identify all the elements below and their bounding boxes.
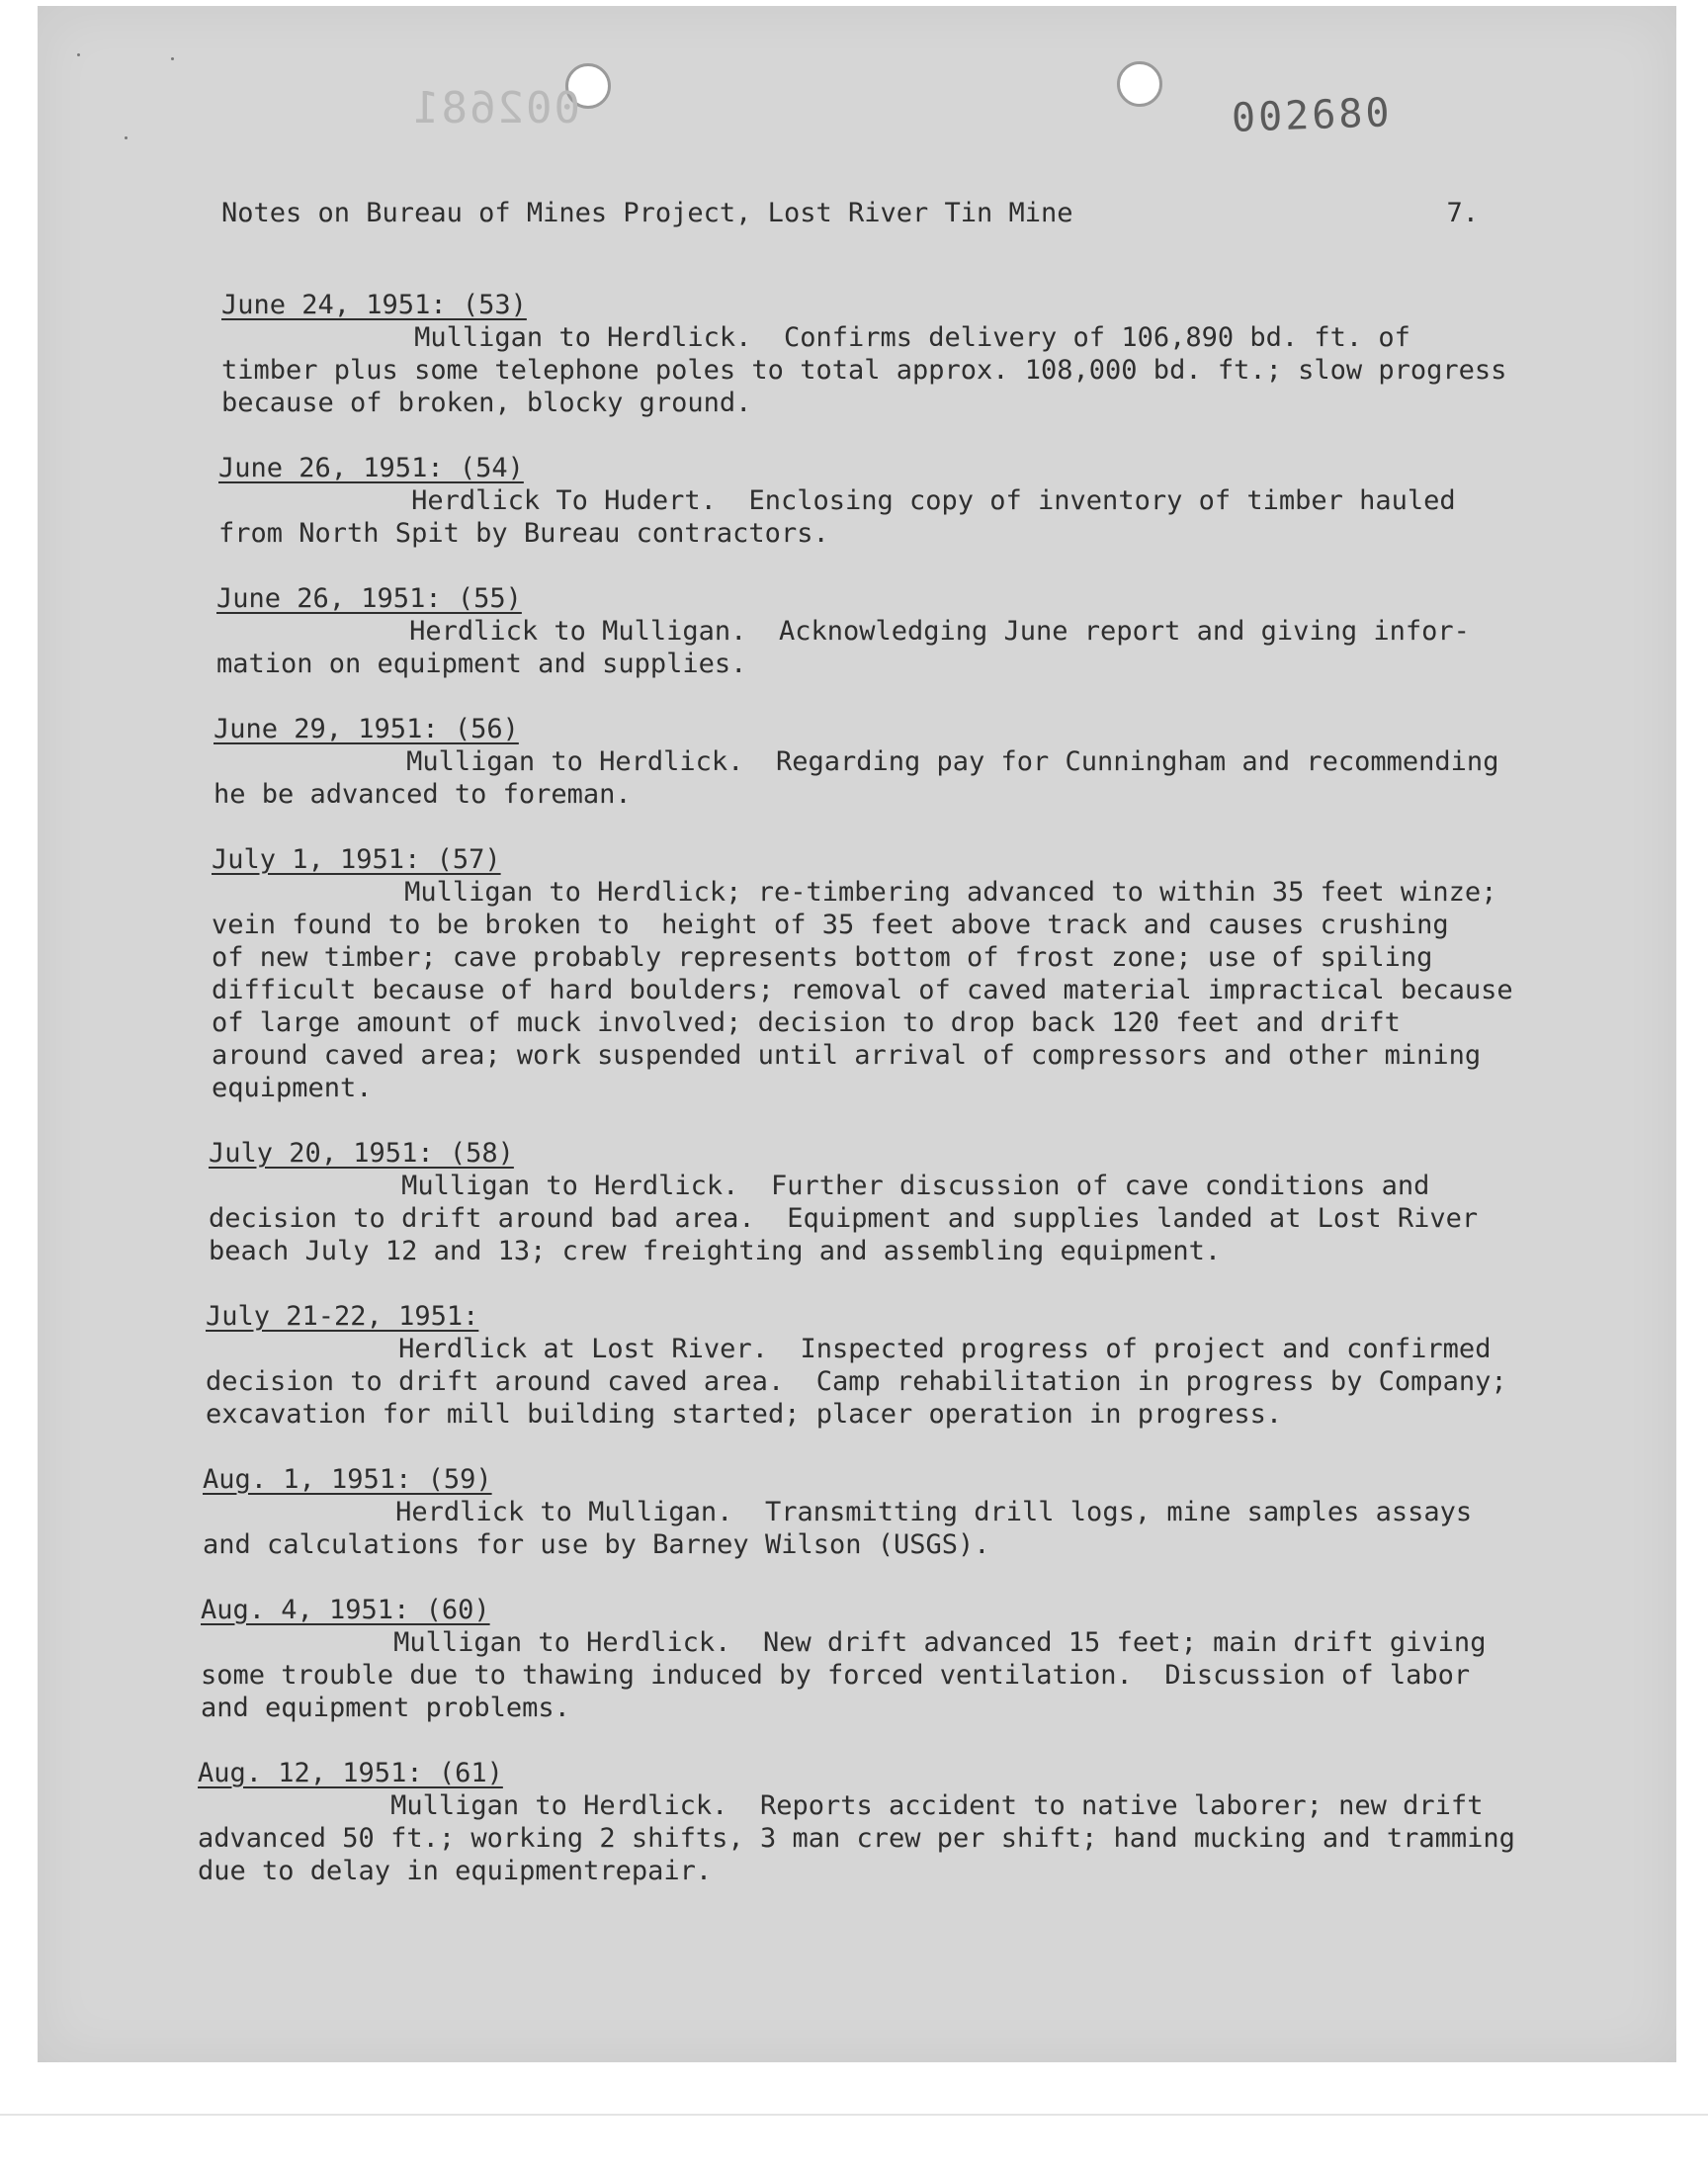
entry-body: Mulligan to Herdlick. Regarding pay for Cunningham and recommending he be advanced to foreman. xyxy=(214,746,1499,810)
entry xyxy=(214,713,1552,811)
page-header xyxy=(221,198,1479,228)
entry xyxy=(201,1594,1552,1724)
speck xyxy=(77,53,80,56)
page-number: 7. xyxy=(1446,198,1479,228)
entry xyxy=(218,452,1552,550)
entry-body: Mulligan to Herdlick. Confirms delivery of 106,890 bd. ft. of timber plus some telephone poles to total approx. 108,000 bd. ft.; slow progress because of broken, blocky ground. xyxy=(221,322,1507,418)
entry-date: July 21-22, 1951: xyxy=(206,1301,479,1332)
entry-body: Mulligan to Herdlick. Further discussion of cave conditions and decision to drift around bad area. Equipment and supplies landed at Lost River beach July 12 and 13; crew freighting and assembling equipment. xyxy=(209,1171,1479,1266)
entry-date: June 29, 1951: (56) xyxy=(214,714,519,744)
entry-date: July 1, 1951: (57) xyxy=(212,844,501,875)
entry-body: Herdlick at Lost River. Inspected progress of project and confirmed decision to drift around caved area. Camp rehabilitation in progress by Company; excavation for mill building started; placer operation in progress. xyxy=(206,1334,1507,1430)
entry xyxy=(203,1463,1552,1561)
entries-list xyxy=(198,289,1552,1920)
speck xyxy=(125,136,128,139)
speck xyxy=(171,57,174,60)
entry-date: July 20, 1951: (58) xyxy=(209,1138,514,1169)
entry-date: Aug. 4, 1951: (60) xyxy=(201,1595,490,1625)
entry-body: Herdlick to Mulligan. Transmitting drill logs, mine samples assays and calculations for use by Barney Wilson (USGS). xyxy=(203,1497,1473,1560)
entry-date: June 26, 1951: (55) xyxy=(216,583,522,614)
document-number-stamp: 002680 xyxy=(1231,90,1394,141)
entry xyxy=(212,843,1552,1104)
entry-date: June 24, 1951: (53) xyxy=(221,290,527,320)
entry-body: Herdlick to Mulligan. Acknowledging June report and giving infor- mation on equipment and supplies. xyxy=(216,616,1470,679)
entry-date: Aug. 12, 1951: (61) xyxy=(198,1758,503,1788)
entry xyxy=(198,1757,1552,1887)
scan-edge-line xyxy=(0,2114,1708,2116)
entry-body: Mulligan to Herdlick; re-timbering advanced to within 35 feet winze; vein found to be broken to height of 35 feet above track and causes crushing of new timber; cave probably represents bottom of frost zone; use of spiling difficult because of hard boulders; removal of caved material impractical because of large amount of muck involved; decision to drop back 120 feet and drift around caved area; work suspended until arrival of compressors and other mining equipment. xyxy=(212,877,1513,1103)
entry-body: Mulligan to Herdlick. Reports accident to native laborer; new drift advanced 50 ft.; working 2 shifts, 3 man crew per shift; hand mucking and tramming due to delay in equipmentrepair. xyxy=(198,1790,1515,1886)
entry-body: Herdlick To Hudert. Enclosing copy of inventory of timber hauled from North Spit by Bureau contractors. xyxy=(218,485,1456,549)
entry xyxy=(216,582,1552,680)
header-title: Notes on Bureau of Mines Project, Lost River Tin Mine xyxy=(221,198,1073,228)
entry-body: Mulligan to Herdlick. New drift advanced 15 feet; main drift giving some trouble due to thawing induced by forced ventilation. Discussion of labor and equipment problems. xyxy=(201,1627,1487,1723)
entry xyxy=(206,1300,1552,1431)
bleed-through-stamp: 002681 xyxy=(411,83,580,133)
entry xyxy=(221,289,1552,419)
punch-hole-right xyxy=(1117,61,1162,107)
entry-date: June 26, 1951: (54) xyxy=(218,453,524,483)
entry xyxy=(209,1137,1552,1267)
entry-date: Aug. 1, 1951: (59) xyxy=(203,1464,492,1495)
